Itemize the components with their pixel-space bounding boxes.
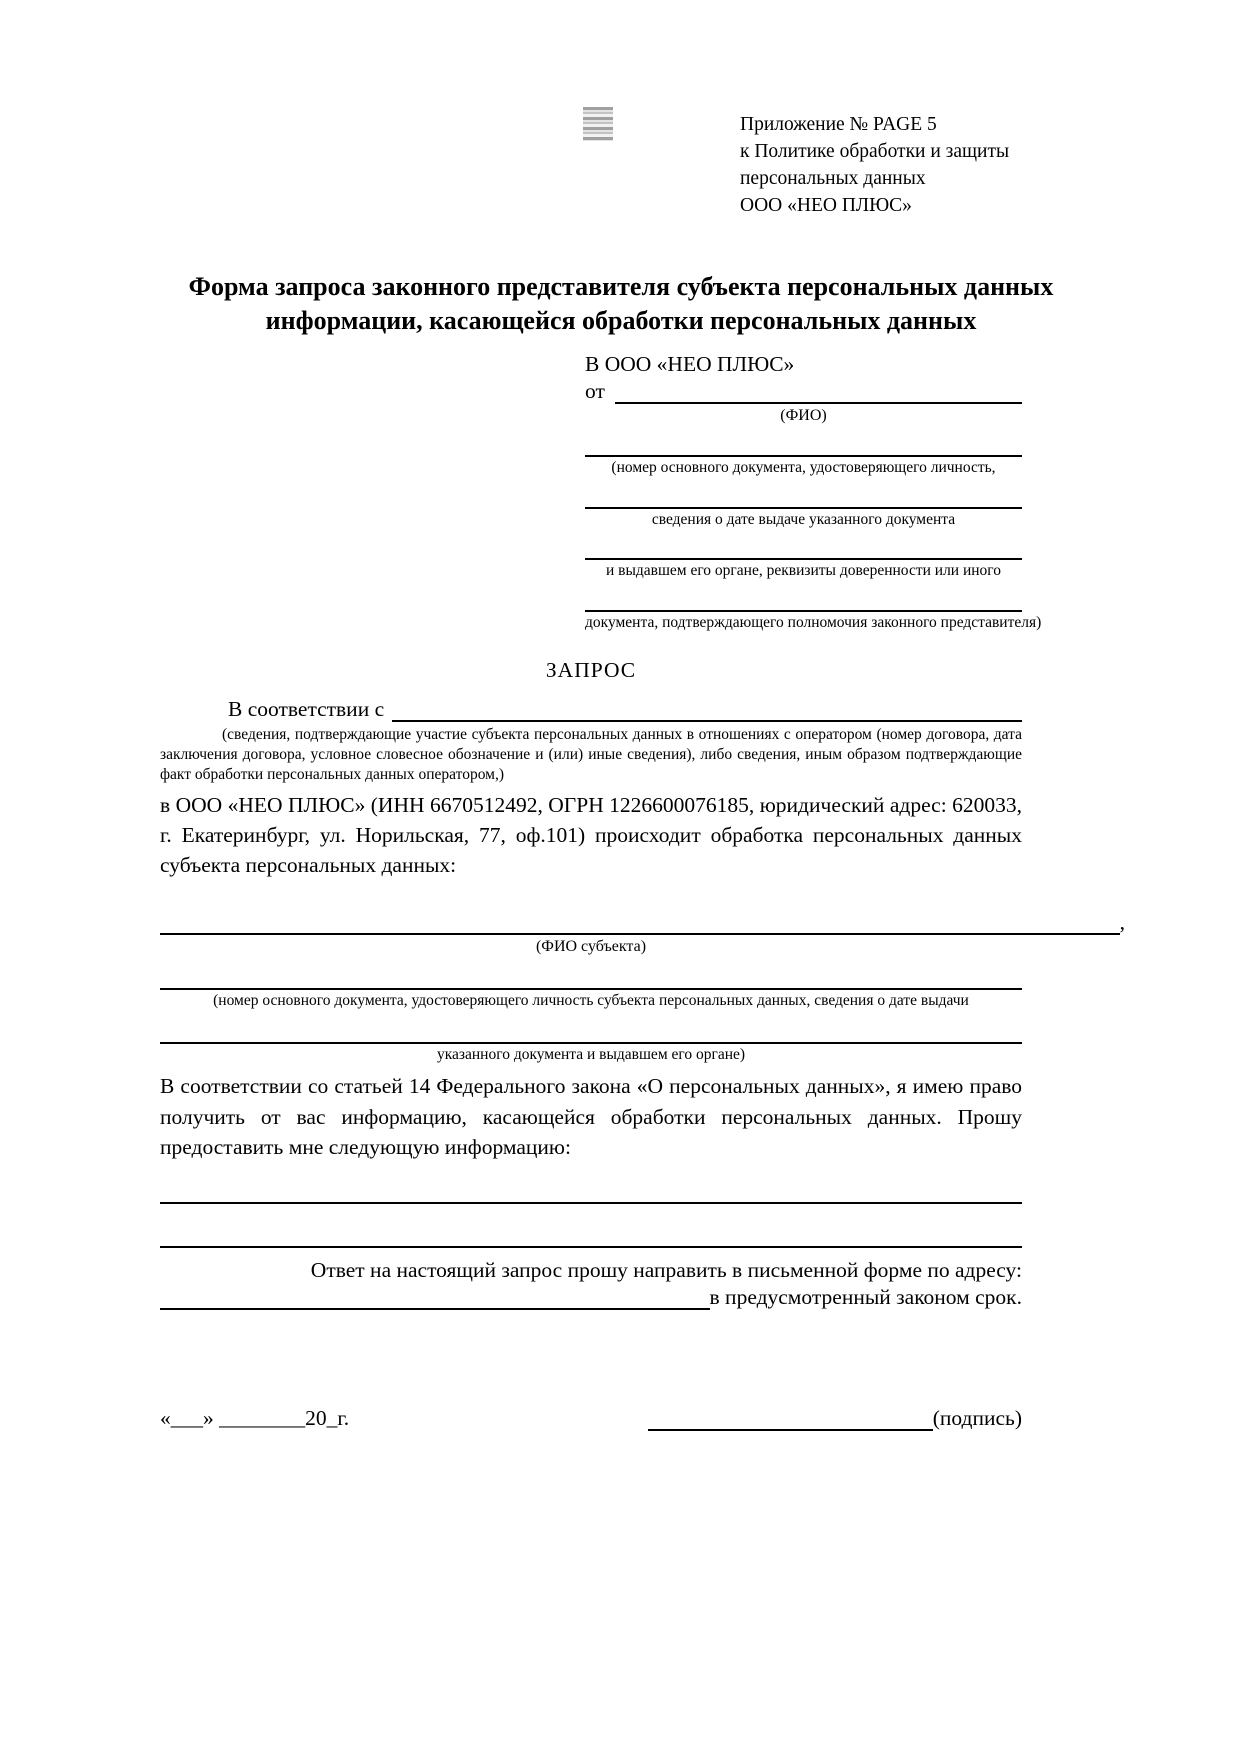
- issuer-caption: и выдавшем его органе, реквизиты доверенности или иного: [605, 562, 1002, 580]
- request-heading: ЗАПРОС: [545, 658, 637, 683]
- form-title-line-2: информации, касающейся обработки персональных данных: [265, 305, 977, 335]
- issuer-line[interactable]: [585, 530, 1022, 560]
- subject-fio-caption: (ФИО субъекта): [535, 938, 647, 956]
- issue-date-caption: сведения о дате выдаче указанного документа: [651, 510, 956, 528]
- requested-info-line-1[interactable]: [160, 1162, 1022, 1204]
- subject-fio-line[interactable]: [160, 933, 1120, 935]
- signature-caption: (подпись): [932, 1405, 1022, 1430]
- issue-date-line[interactable]: [585, 479, 1022, 509]
- addressee-to: В ООО «НЕО ПЛЮС»: [585, 352, 795, 376]
- subject-doc-block: [160, 958, 1022, 1066]
- requested-info-line-2[interactable]: [160, 1204, 1022, 1248]
- accordance-fill-line[interactable]: [392, 697, 1022, 722]
- subject-fio-row: [160, 910, 1125, 935]
- reply-tail: в предусмотренный законом срок.: [709, 1284, 1022, 1309]
- authority-doc-caption: документа, подтверждающего полномочия законного представителя): [585, 614, 1042, 632]
- accordance-note: (сведения, подтверждающие участие субъекта персональных данных в отношениях с оператором (номер договора, дата заключения договора, условное словесное обозначение и (или) иные сведения), либо сведения, иным образом подтверждающие факт обработки персональных данных оператором,): [160, 726, 1022, 783]
- date-signature-row: [160, 1406, 1022, 1431]
- authority-doc-line[interactable]: [585, 582, 1022, 612]
- signature-group: [648, 1406, 1022, 1431]
- form-title: [0, 270, 1242, 338]
- subject-doc-caption-1: (номер основного документа, удостоверяющего личность субъекта персональных данных, сведения о дате выдачи: [213, 991, 969, 1009]
- subject-doc-line-2[interactable]: [160, 1012, 1022, 1044]
- reply-instruction: Ответ на настоящий запрос прошу направить в письменной форме по адресу:: [310, 1257, 1022, 1282]
- date-fill-line[interactable]: «___» ________20_г.: [160, 1405, 350, 1430]
- accordance-lead: В соответствии с: [228, 697, 385, 722]
- doc-number-line[interactable]: [585, 427, 1022, 457]
- representative-name-line[interactable]: [615, 379, 1022, 404]
- appendix-header: [740, 112, 1009, 220]
- subject-doc-line-1[interactable]: [160, 958, 1022, 990]
- appendix-number-line: Приложение № PAGE 5: [740, 114, 937, 135]
- company-name: ООО «НЕО ПЛЮС»: [740, 194, 912, 216]
- form-body: [160, 352, 1125, 1431]
- reply-address-line[interactable]: [160, 1308, 710, 1310]
- form-title-line-1: Форма запроса законного представителя субъекта персональных данных: [188, 272, 1054, 301]
- from-row: [585, 379, 1022, 404]
- subject-doc-caption-2: указанного документа и выдавшем его органе): [436, 1045, 746, 1063]
- addressee-block: [585, 352, 1042, 634]
- law-paragraph: В соответствии со статьей 14 Федерального закона «О персональных данных», я имею право получить от вас информацию, касающейся обработки персональных данных. Прошу предоставить мне следующую информацию:: [160, 1074, 1022, 1159]
- operator-paragraph: в ООО «НЕО ПЛЮС» (ИНН 6670512492, ОГРН 1226600076185, юридический адрес: 620033, г. Екатеринбург, ул. Норильская, 77, оф.101) происходит обработка персональных данных субъекта персональных данных:: [160, 792, 1022, 877]
- subject-fio-comma: ,: [1119, 910, 1125, 935]
- text-lines-icon: [583, 107, 613, 141]
- doc-number-caption: (номер основного документа, удостоверяющего личность,: [611, 458, 996, 476]
- accordance-row: [160, 697, 1022, 722]
- policy-line-2: персональных данных: [740, 167, 926, 189]
- signature-line[interactable]: [648, 1407, 933, 1431]
- reply-address-row: [160, 1285, 1022, 1310]
- policy-line-1: к Политике обработки и защиты: [740, 140, 1010, 162]
- from-label: от: [585, 379, 605, 403]
- fio-caption: (ФИО): [780, 407, 827, 424]
